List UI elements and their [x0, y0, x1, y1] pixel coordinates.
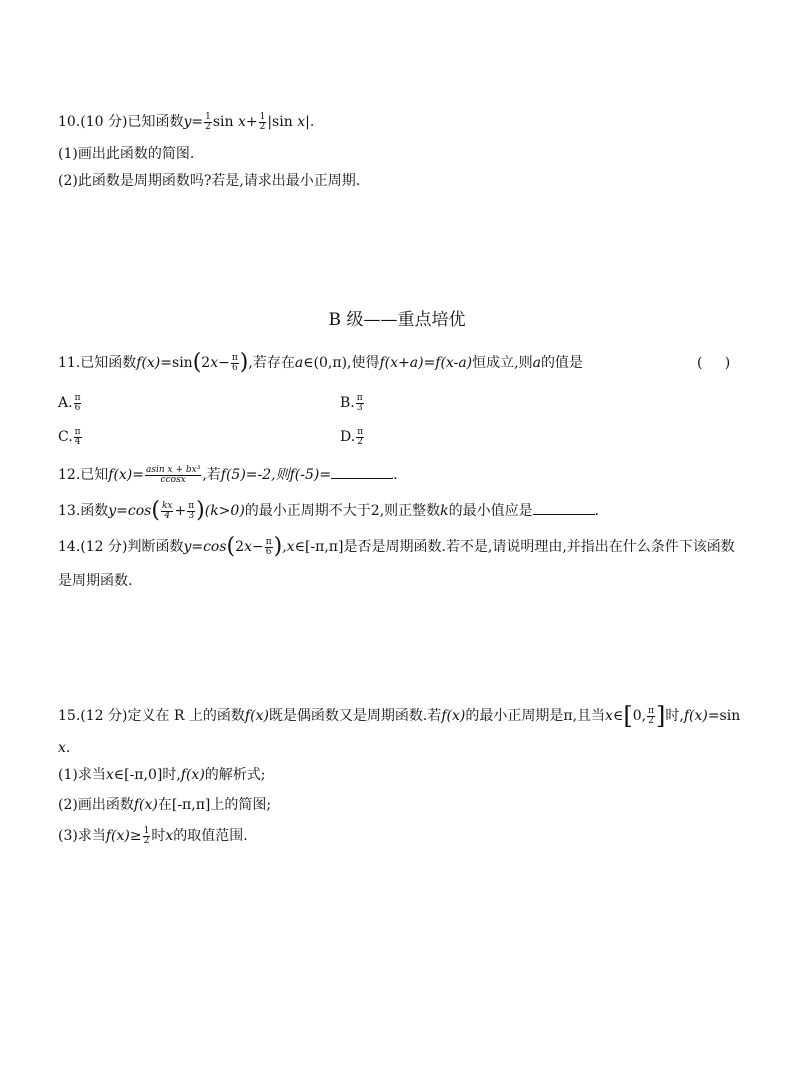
fraction-f: $\frac{\text{asin x + bx³}}{ccosx}$ — [146, 464, 201, 485]
q11-option-b[interactable]: B. $\frac{\pi}{3}$ — [340, 392, 363, 413]
fraction-half: $\frac{1}{2}$ — [205, 111, 211, 132]
fraction-pi-6: $\frac{\pi}{6}$ — [265, 536, 272, 557]
q11-stem: 11.已知函数f(x)=sin(2x− $\frac{\pi}{6}$ ),若存在a∈(0,π),使得f(x+a)=f(x-a)恒成立,则a的值是 — [58, 350, 583, 375]
q14-stem: 14.(12 分)判断函数y=cos(2x− $\frac{\pi}{6}$ ),x∈[-π,π]是否是周期函数.若不是,请说明理由,并指出在什么条件下该函数 — [58, 534, 735, 559]
answer-blank[interactable] — [331, 464, 393, 479]
fraction-half: $\frac{1}{2}$ — [143, 825, 150, 846]
q15-part3: (3)求当f(x)≥ $\frac{1}{2}$ 时x的取值范围. — [58, 825, 248, 846]
q14-line2: 是周期函数. — [58, 573, 133, 589]
q15-stem: 15.(12 分)定义在 R 上的函数f(x)既是偶函数又是周期函数.若f(x)的最小正周期是π,且当x∈[0, $\frac{\pi}{2}$ ]时,f(x)=sin — [58, 702, 741, 730]
q10-part1: (1)画出此函数的简图. — [58, 146, 195, 162]
q10-stem: 10.(10 分)已知函数y= $\frac{1}{2}$ sin x+ $\frac{1}{2}$ |sin x|. — [58, 111, 315, 132]
fraction-kx-4: $\frac{kx}{4}$ — [161, 500, 173, 521]
answer-blank[interactable] — [533, 500, 595, 515]
fraction-half: $\frac{1}{2}$ — [259, 111, 266, 132]
q12-stem: 12.已知f(x)= $\frac{\text{asin x + bx³}}{ccosx}$ ,若f(5)=-2,则f(-5)= . — [58, 464, 398, 485]
q15-part1: (1)求当x∈[-π,0]时,f(x)的解析式; — [58, 767, 266, 783]
fraction-pi-2: $\frac{\pi}{2}$ — [648, 705, 654, 726]
q11-option-c[interactable]: C. $\frac{\pi}{4}$ — [58, 426, 81, 447]
q11-option-d[interactable]: D. $\frac{\pi}{2}$ — [340, 426, 364, 447]
q10-part2: (2)此函数是周期函数吗?若是,请求出最小正周期. — [58, 173, 361, 189]
answer-parentheses: ( ) — [697, 355, 731, 371]
q15-part2: (2)画出函数f(x)在[-π,π]上的简图; — [58, 797, 272, 813]
q11-option-a[interactable]: A. $\frac{\pi}{6}$ — [58, 392, 81, 413]
q15-line2: x. — [58, 740, 71, 756]
fraction-pi-6: $\frac{\pi}{6}$ — [231, 352, 238, 373]
section-title: B 级——重点培优 — [328, 310, 466, 330]
q13-stem: 13.函数y=cos( $\frac{kx}{4}$ + $\frac{\pi}{3}$ )(k>0)的最小正周期不大于2,则正整数k的最小值应是 . — [58, 498, 600, 523]
fraction-pi-3: $\frac{\pi}{3}$ — [188, 500, 195, 521]
